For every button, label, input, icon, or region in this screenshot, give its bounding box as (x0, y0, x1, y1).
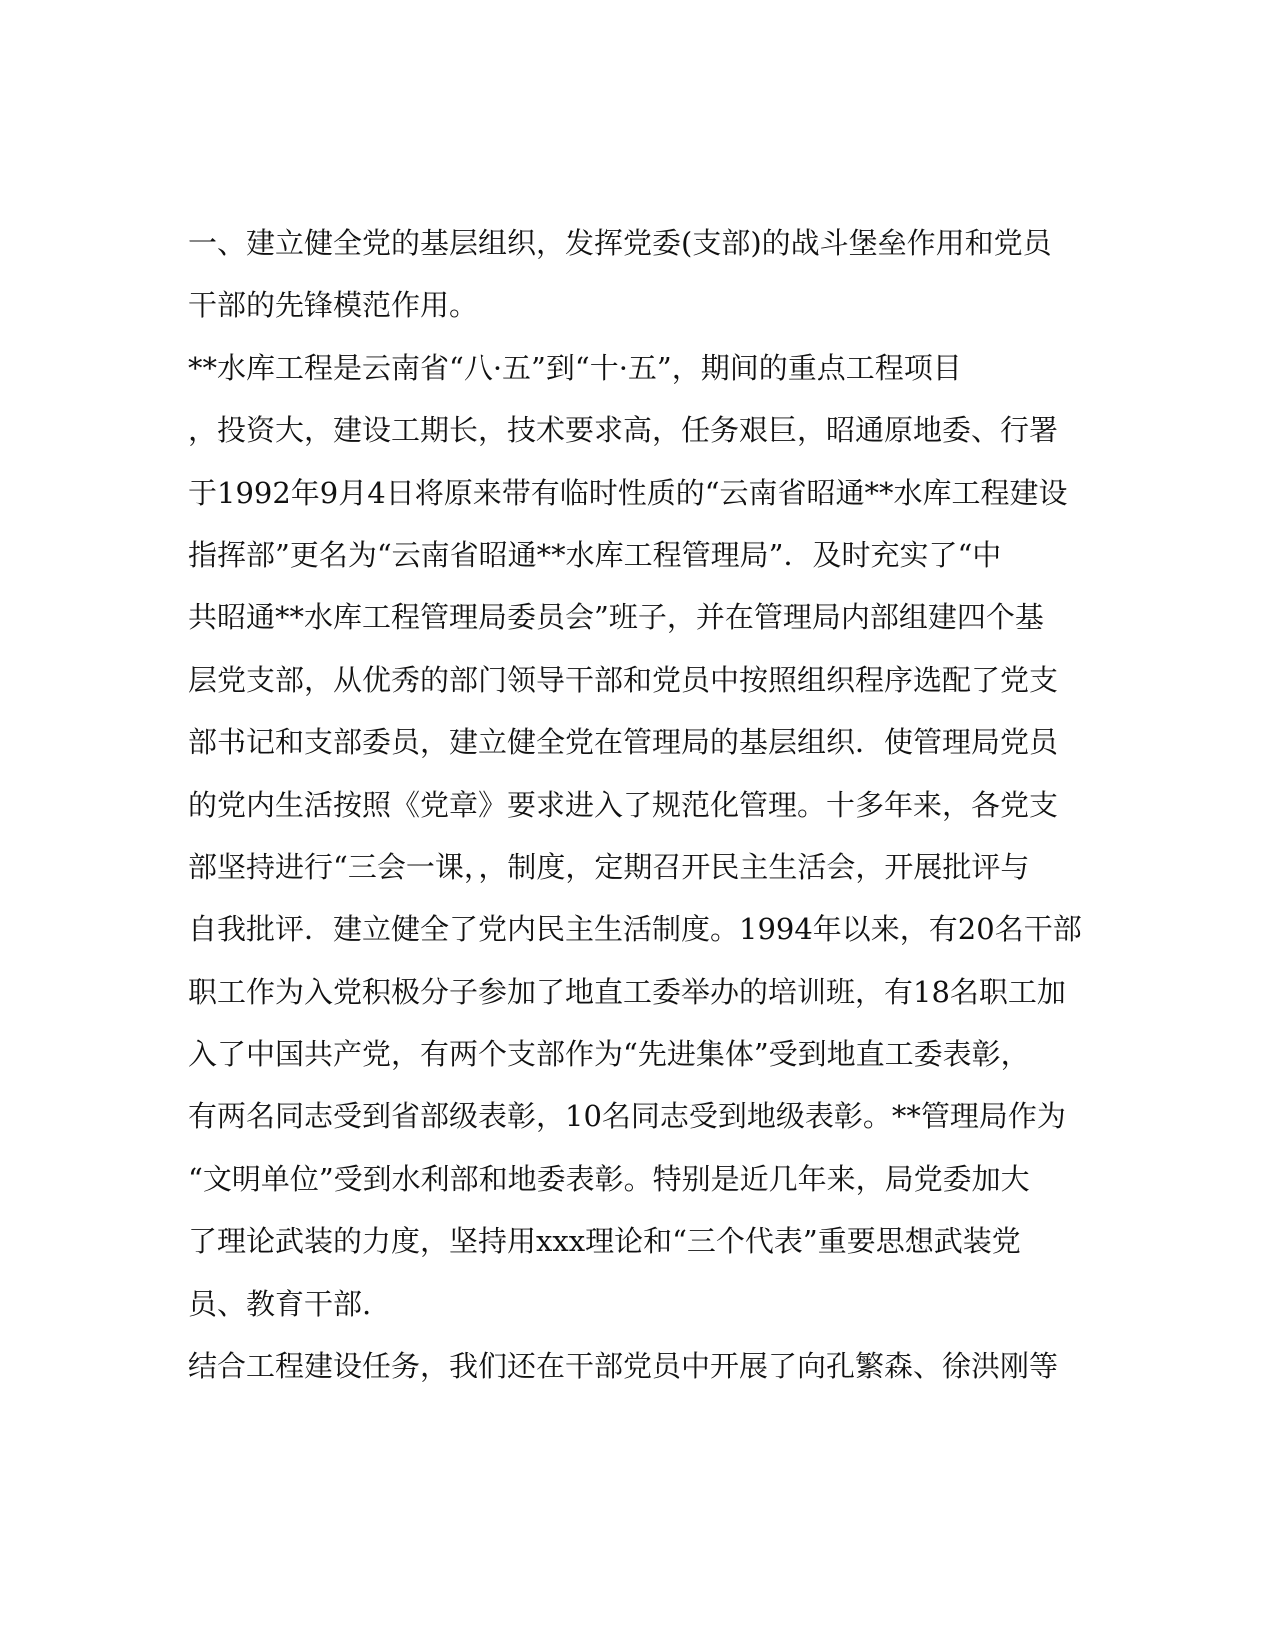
text-line: **水库工程是云南省“八·五”到“十·五”，期间的重点工程项目 (188, 350, 962, 385)
text-line: 有两名同志受到省部级表彰，10名同志受到地级表彰。**管理局作为 (188, 1099, 1066, 1134)
text-line: 于1992年9月4日将原来带有临时性质的“云南省昭通**水库工程建设 (188, 475, 1068, 510)
text-line: 入了中国共产党，有两个支部作为“先进集体”受到地直工委表彰， (188, 1037, 1030, 1072)
document-body (188, 212, 1082, 1397)
text-line: 共昭通**水库工程管理局委员会”班子，并在管理局内部组建四个基 (188, 600, 1044, 635)
text-line: 层党支部，从优秀的部门领导干部和党员中按照组织程序选配了党支 (188, 662, 1059, 697)
paragraph (188, 337, 1082, 1335)
text-line: 部坚持进行“三会一课，，制度，定期召开民主生活会，开展批评与 (188, 849, 1030, 884)
text-line: 自我批评．建立健全了党内民主生活制度。1994年以来，有20名干部 (188, 912, 1082, 947)
text-line: “文明单位”受到水利部和地委表彰。特别是近几年来，局党委加大 (188, 1161, 1030, 1196)
text-line: 了理论武装的力度，坚持用xxx理论和“三个代表”重要思想武装党 (188, 1224, 1021, 1259)
text-line: 员、教育干部. (188, 1286, 372, 1321)
text-line: 指挥部”更名为“云南省昭通**水库工程管理局”．及时充实了“中 (188, 537, 1002, 572)
text-line: 的党内生活按照《党章》要求进入了规范化管理。十多年来，各党支 (188, 787, 1059, 822)
paragraph-heading (188, 212, 1052, 337)
text-line: 结合工程建设任务，我们还在干部党员中开展了向孔繁森、徐洪刚等 (188, 1349, 1059, 1384)
text-line: 一、建立健全党的基层组织，发挥党委(支部)的战斗堡垒作用和党员 (188, 226, 1052, 260)
text-line: ，投资大，建设工期长，技术要求高，任务艰巨，昭通原地委、行署 (188, 413, 1059, 448)
text-line: 部书记和支部委员，建立健全党在管理局的基层组织．使管理局党员 (188, 725, 1059, 760)
text-line: 干部的先锋模范作用。 (188, 288, 479, 323)
paragraph (188, 1335, 1059, 1397)
text-line: 职工作为入党积极分子参加了地直工委举办的培训班，有18名职工加 (188, 974, 1066, 1009)
